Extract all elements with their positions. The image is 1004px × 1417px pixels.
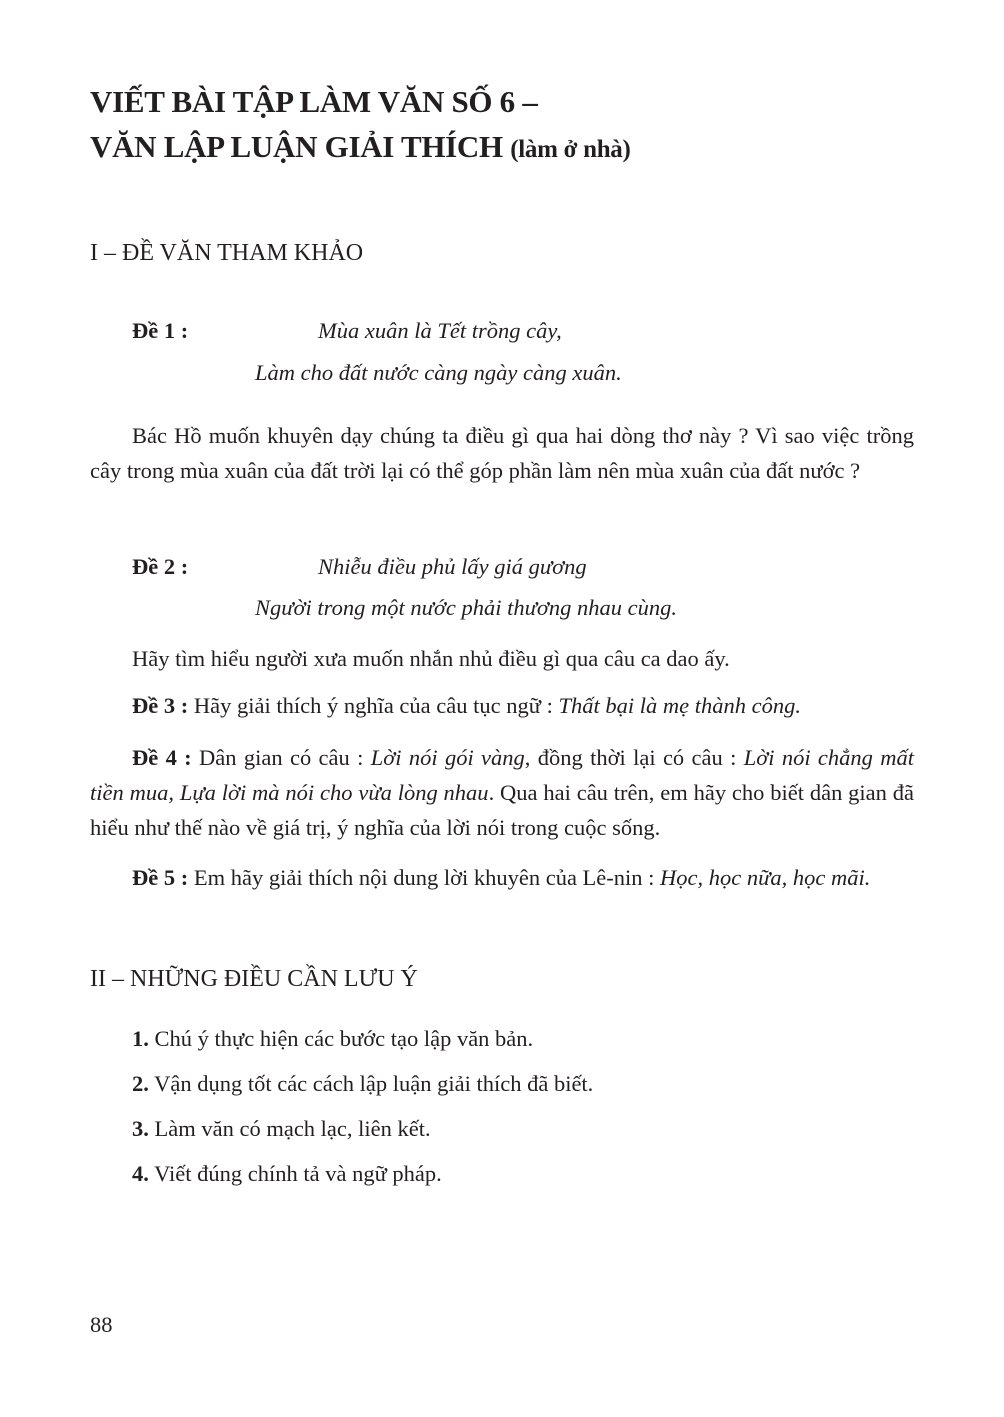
de3 bbox=[90, 688, 914, 723]
de3-label: Đề 3 : bbox=[132, 693, 189, 718]
de2-verse1: Nhiễu điều phủ lấy giá gương bbox=[318, 554, 587, 579]
de4-text3: . Qua hai câu trên, em hãy cho biết dân gian đã hiểu như thế nào về giá trị, ý nghĩa của lời nói trong cuộc sống. bbox=[90, 780, 915, 840]
item-number: 1. bbox=[132, 1026, 149, 1051]
de1-verse2: Làm cho đất nước càng ngày càng xuân. bbox=[255, 360, 622, 385]
item-text: Chú ý thực hiện các bước tạo lập văn bản. bbox=[148, 1026, 534, 1051]
de2-label: Đề 2 : bbox=[132, 554, 189, 579]
de4-label: Đề 4 : bbox=[132, 745, 192, 770]
de1-verse1: Mùa xuân là Tết trồng cây, bbox=[318, 318, 562, 343]
item-number: 4. bbox=[132, 1161, 149, 1186]
section-heading-2: II – NHỮNG ĐIỀU CẦN LƯU Ý bbox=[90, 966, 418, 992]
de4-text2: , đồng thời lại có câu : bbox=[524, 745, 744, 770]
note-item-2 bbox=[132, 1071, 593, 1097]
item-text: Vận dụng tốt các cách lập luận giải thích đã biết. bbox=[148, 1071, 594, 1096]
item-text: Viết đúng chính tả và ngữ pháp. bbox=[148, 1161, 442, 1186]
title-main: VĂN LẬP LUẬN GIẢI THÍCH bbox=[90, 129, 503, 164]
de4-text1: Dân gian có câu : bbox=[191, 745, 371, 770]
page-title-line2 bbox=[90, 129, 631, 165]
note-item-1 bbox=[132, 1026, 533, 1052]
de4 bbox=[90, 740, 914, 845]
page-number: 88 bbox=[90, 1312, 113, 1337]
de2-verse2: Người trong một nước phải thương nhau cùng. bbox=[255, 595, 677, 620]
de3-text: Hãy giải thích ý nghĩa của câu tục ngữ : bbox=[188, 693, 559, 718]
de5-text: Em hãy giải thích nội dung lời khuyên của Lê-nin : bbox=[188, 865, 661, 890]
item-number: 2. bbox=[132, 1071, 149, 1096]
de1-label: Đề 1 : bbox=[132, 318, 189, 343]
de4-quote2: Lời nói chẳng mất tiền mua, Lựa lời mà nói cho vừa lòng nhau bbox=[90, 745, 915, 805]
note-item-4 bbox=[132, 1161, 442, 1187]
section-heading-1: I – ĐỀ VĂN THAM KHẢO bbox=[90, 240, 364, 266]
de5 bbox=[90, 860, 914, 895]
de5-quote: Học, học nữa, học mãi. bbox=[660, 865, 871, 890]
title-note: (làm ở nhà) bbox=[510, 136, 631, 163]
page-title-line1: VIẾT BÀI TẬP LÀM VĂN SỐ 6 – bbox=[90, 84, 538, 119]
de3-quote: Thất bại là mẹ thành công. bbox=[558, 693, 801, 718]
de2-question: Hãy tìm hiểu người xưa muốn nhắn nhủ điều gì qua câu ca dao ấy. bbox=[132, 646, 730, 671]
de4-quote1: Lời nói gói vàng bbox=[370, 745, 525, 770]
de1-question: Bác Hồ muốn khuyên dạy chúng ta điều gì qua hai dòng thơ này ? Vì sao việc trồng cây trong mùa xuân của đất trời lại có thể góp phần làm nên mùa xuân của đất nước ? bbox=[90, 423, 914, 483]
note-item-3 bbox=[132, 1116, 431, 1142]
item-number: 3. bbox=[132, 1116, 149, 1141]
item-text: Làm văn có mạch lạc, liên kết. bbox=[148, 1116, 431, 1141]
de5-label: Đề 5 : bbox=[132, 865, 189, 890]
